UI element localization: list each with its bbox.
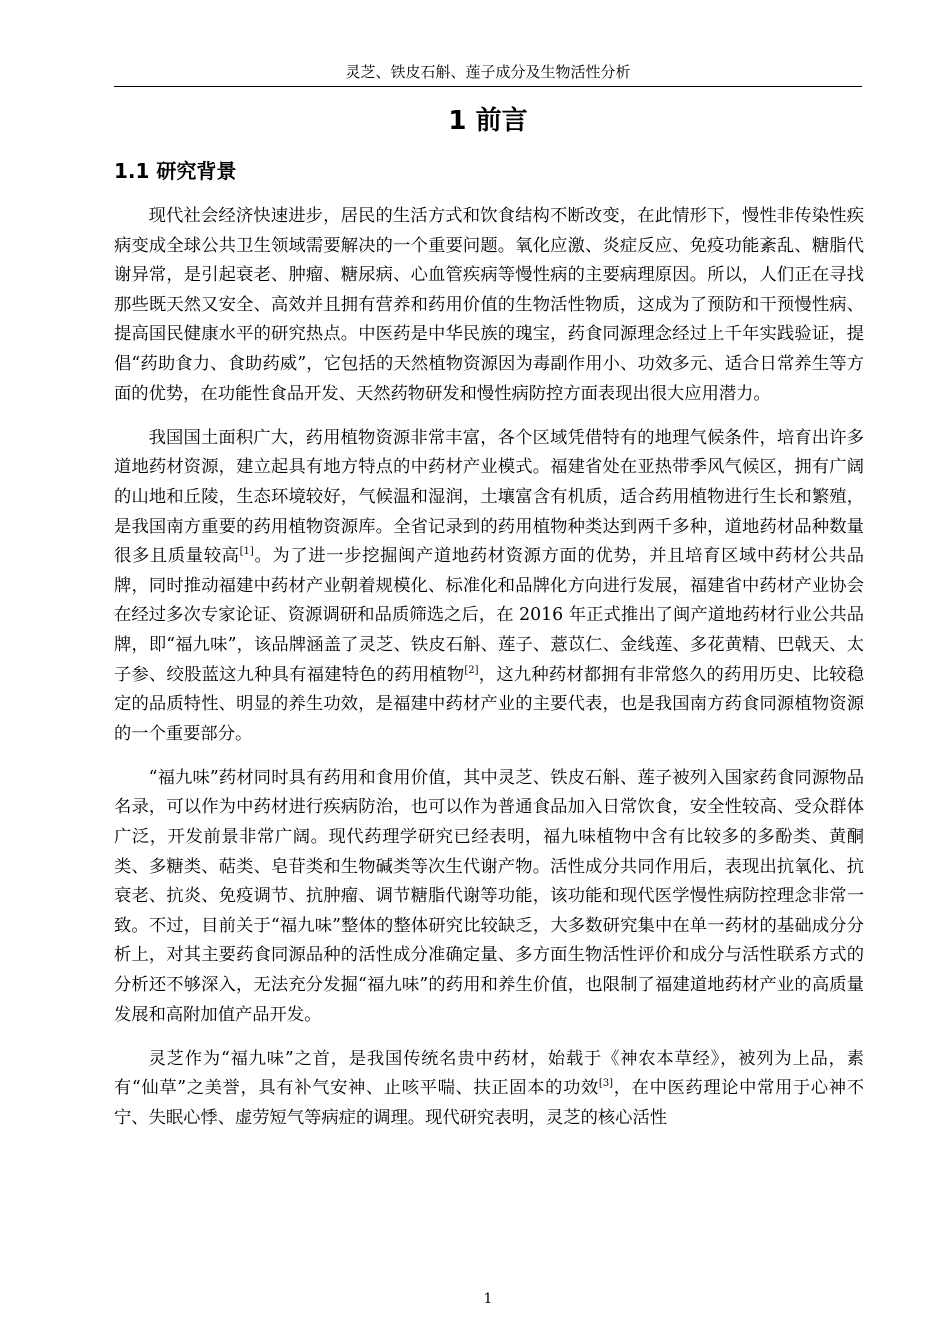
paragraph-4-text-b: ，在中医药理论中常用于心神不宁、失眠心悸、虚劳短气等病症的调理。现代研究表明，灵芝的核心活性 bbox=[114, 1078, 864, 1128]
paragraph-1: 现代社会经济快速进步，居民的生活方式和饮食结构不断改变，在此情形下，慢性非传染性疾病变成全球公共卫生领域需要解决的一个重要问题。氧化应激、炎症反应、免疫功能紊乱、糖脂代谢异常，是引起衰老、肿瘤、糖尿病、心血管疾病等慢性病的主要病理原因。所以，人们正在寻找那些既天然又安全、高效并且拥有营养和药用价值的生物活性物质，这成为了预防和干预慢性病、提高国民健康水平的研究热点。中医药是中华民族的瑰宝，药食同源理念经过上千年实践验证，提倡“药助食力、食助药威”，它包括的天然植物资源因为毒副作用小、功效多元、适合日常养生等方面的优势，在功能性食品开发、天然药物研发和慢性病防控方面表现出很大应用潜力。 bbox=[114, 206, 864, 404]
body-text bbox=[114, 202, 864, 1148]
section-title: 1.1 研究背景 bbox=[114, 159, 237, 183]
paragraph-2-text-c: ，这九种药材都拥有非常悠久的药用历史、比较稳定的品质特性、明显的养生功效，是福建中药材产业的主要代表，也是我国南方药食同源植物资源的一个重要部分。 bbox=[114, 664, 864, 744]
header-rule bbox=[114, 86, 862, 87]
paragraph-4 bbox=[114, 1045, 864, 1134]
paragraph-2-text-a: 我国国土面积广大，药用植物资源非常丰富，各个区域凭借特有的地理气候条件，培育出许多道地药材资源，建立起具有地方特点的中药材产业模式。福建省处在亚热带季风气候区，拥有广阔的山地和丘陵，生态环境较好，气候温和湿润，土壤富含有机质，适合药用植物进行生长和繁殖，是我国南方重要的药用植物资源库。全省记录到的药用植物种类达到两千多种，道地药材品种数量很多且质量较高 bbox=[114, 427, 864, 567]
paragraph-4-text-a: 灵芝作为“福九味”之首，是我国传统名贵中药材，始载于《神农本草经》，被列为上品，素有“仙草”之美誉，具有补气安神、止咳平喘、扶正固本的功效 bbox=[114, 1048, 864, 1099]
page-number: 1 bbox=[483, 1291, 493, 1307]
citation-ref-3: [3] bbox=[598, 1078, 614, 1090]
paragraph-3: “福九味”药材同时具有药用和食用价值，其中灵芝、铁皮石斛、莲子被列入国家药食同源物品名录，可以作为中药材进行疾病防治，也可以作为普通食品加入日常饮食，安全性较高、受众群体广泛，开发前景非常广阔。现代药理学研究已经表明，福九味植物中含有比较多的多酚类、黄酮类、多糖类、萜类、皂苷类和生物碱类等次生代谢产物。活性成分共同作用后，表现出抗氧化、抗衰老、抗炎、免疫调节、抗肿瘤、调节糖脂代谢等功能，该功能和现代医学慢性病防控理念非常一致。不过，目前关于“福九味”整体的整体研究比较缺乏，大多数研究集中在单一药材的基础成分分析上，对其主要药食同源品种的活性成分准确定量、多方面生物活性评价和成分与活性联系方式的分析还不够深入，无法充分发掘“福九味”的药用和养生价值，也限制了福建道地药材产业的高质量发展和高附加值产品开发。 bbox=[114, 767, 864, 1025]
paragraph-2-text-b: 。为了进一步挖掘闽产道地药材资源方面的优势，并且培育区域中药材公共品牌，同时推动福建中药材产业朝着规模化、标准化和品牌化方向进行发展，福建省中药材产业协会在经过多次专家论证、资源调研和品质筛选之后，在 2016 年正式推出了闽产道地药材行业公共品牌，即“福九味”，该品牌涵盖了灵芝、铁皮石斛、莲子、薏苡仁、金线莲、多花黄精、巴戟天、太子参、绞股蓝这九种具有福建特色的药用植物 bbox=[114, 546, 864, 685]
paragraph-2 bbox=[114, 424, 864, 750]
citation-ref-1: [1] bbox=[239, 546, 254, 558]
citation-ref-2: [2] bbox=[464, 664, 479, 676]
running-header: 灵芝、铁皮石斛、莲子成分及生物活性分析 bbox=[345, 63, 631, 81]
chapter-title: 1 前言 bbox=[448, 106, 528, 136]
